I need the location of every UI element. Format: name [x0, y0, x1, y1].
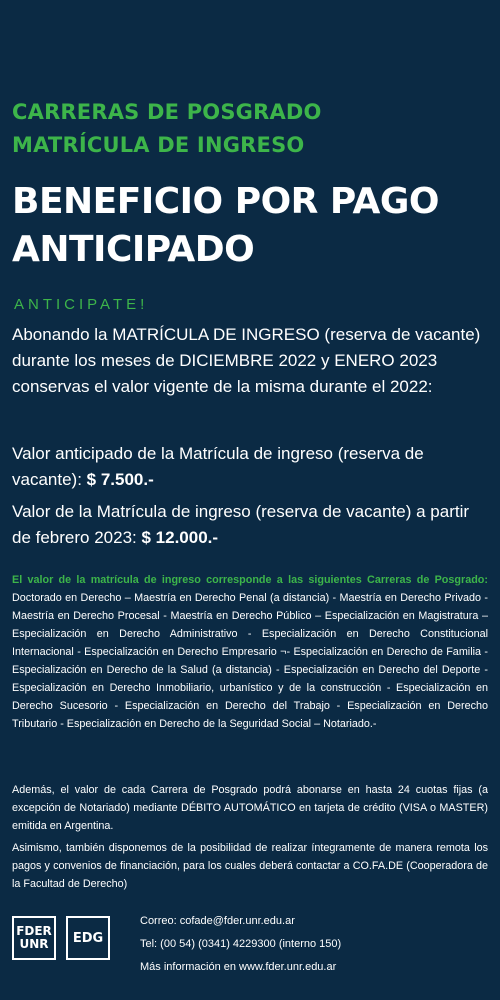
contact-website[interactable]: Más información en www.fder.unr.edu.ar: [140, 961, 337, 973]
main-title: [12, 178, 492, 274]
regular-price-paragraph: [12, 499, 490, 551]
careers-paragraph: [12, 571, 488, 733]
remote-payment-paragraph: Asimismo, también disponemos de la posibilidad de realizar íntegramente de manera remota los pagos y convenios de financiación, para los cuales deberá contactar a CO.FA.DE (Cooperadora de la Facultad de Derecho): [12, 842, 488, 890]
edg-logo: [66, 916, 110, 960]
contact-info: [140, 910, 480, 979]
fder-unr-logo: [12, 916, 56, 960]
program-heading-line1: CARRERAS DE POSGRADO: [12, 100, 322, 124]
regular-price-label: Valor de la Matrícula de ingreso (reserva de vacante) a partir de febrero 2023:: [12, 502, 470, 547]
fder-logo-text: FDER: [16, 924, 52, 938]
careers-list: Doctorado en Derecho – Maestría en Derecho Penal (a distancia) - Maestría en Derecho Privado - Maestría en Derecho Procesal - Maestría en Derecho Público – Especialización en Magistratura – Especialización en Derecho Administrativo - Especialización en Derecho Constitucional Internacional - Especialización en Derecho Empresario ¬- Especialización en Derecho de Familia - Especialización en Derecho de la Salud (a distancia) - Especialización en Derecho del Deporte - Especialización en Derecho Inmobiliario, urbanístico y de la construcción - Especialización en Derecho Sucesorio - Especialización en Derecho del Trabajo - Especialización en Derecho Tributario - Especialización en Derecho de la Seguridad Social – Notariado.-: [12, 592, 488, 730]
program-heading: [12, 96, 322, 162]
main-title-line2: ANTICIPADO: [12, 229, 255, 270]
tagline: ANTICIPATE!: [14, 296, 149, 313]
early-price-label: Valor anticipado de la Matrícula de ingreso (reserva de vacante):: [12, 444, 424, 489]
logos: [12, 916, 110, 960]
contact-phone: Tel: (00 54) (0341) 4229300 (interno 150): [140, 938, 342, 950]
intro-paragraph: Abonando la MATRÍCULA DE INGRESO (reserva de vacante) durante los meses de DICIEMBRE 2022 y ENERO 2023 conservas el valor vigente de la misma durante el 2022:: [12, 325, 481, 396]
early-price-paragraph: [12, 441, 490, 493]
edg-logo-text: EDG: [72, 930, 104, 946]
early-price-value: $ 7.500.-: [86, 470, 154, 489]
careers-lead: El valor de la matrícula de ingreso corresponde a las siguientes Carreras de Posgrado:: [12, 574, 488, 586]
installments-paragraph: Además, el valor de cada Carrera de Posgrado podrá abonarse en hasta 24 cuotas fijas (a excepción de Notariado) mediante DÉBITO AUTOMÁTICO en tarjeta de crédito (VISA o MASTER) emitida en Argentina.: [12, 784, 488, 832]
main-title-line1: BENEFICIO POR PAGO: [12, 181, 440, 222]
unr-logo-text: UNR: [19, 937, 49, 951]
contact-email[interactable]: Correo: cofade@fder.unr.edu.ar: [140, 915, 295, 927]
regular-price-value: $ 12.000.-: [141, 528, 219, 547]
program-heading-line2: MATRÍCULA DE INGRESO: [12, 133, 305, 157]
